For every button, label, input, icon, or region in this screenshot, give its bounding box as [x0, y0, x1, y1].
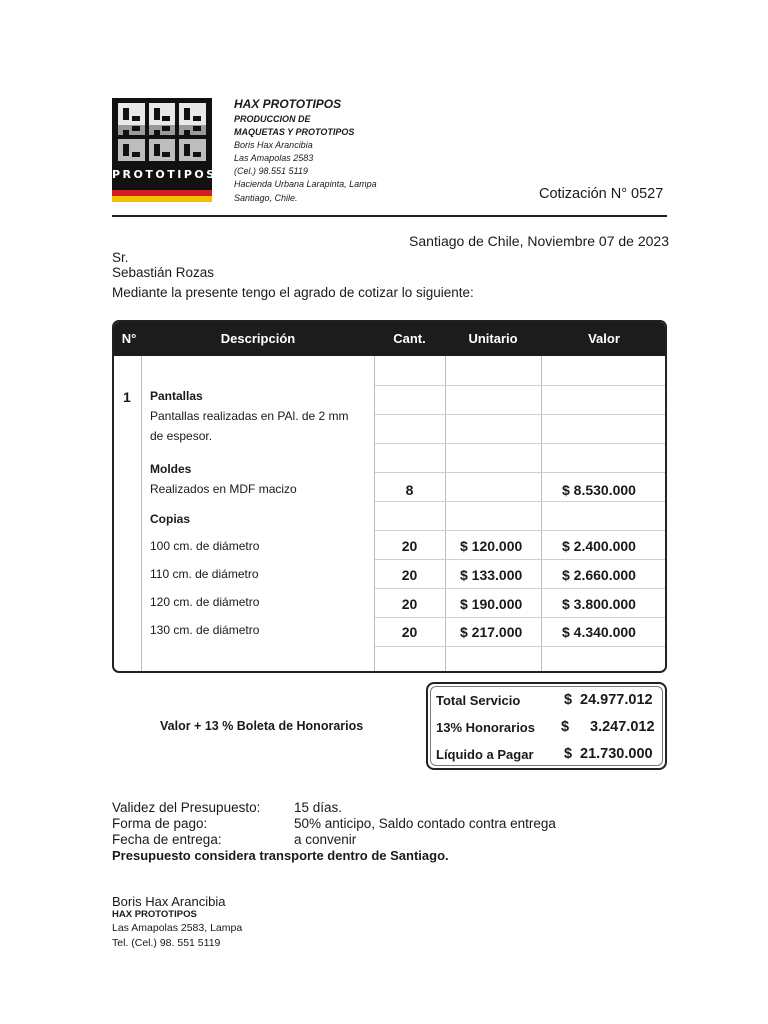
honorarios-label: 13% Honorarios	[436, 720, 535, 735]
copia-value: $ 4.340.000	[562, 624, 636, 640]
logo-letters-row	[118, 139, 206, 161]
column-divider	[541, 356, 542, 671]
intro-text: Mediante la presente tengo el agrado de cotizar lo siguiente:	[112, 285, 474, 300]
company-tagline-2: MAQUETAS Y PROTOTIPOS	[234, 127, 355, 137]
company-owner: Boris Hax Arancibia	[234, 140, 313, 150]
company-logo	[112, 98, 217, 202]
boleta-note: Valor + 13 % Boleta de Honorarios	[160, 719, 364, 733]
recipient-name: Sebastián Rozas	[112, 265, 215, 280]
pantallas-desc: de espesor.	[150, 429, 213, 443]
copia-desc: 110 cm. de diámetro	[150, 567, 259, 581]
header-quantity: Cant.	[393, 331, 426, 346]
company-location-1: Hacienda Urbana Larapinta, Lampa	[234, 179, 377, 189]
quotation-table	[112, 320, 667, 673]
copias-title: Copias	[150, 512, 191, 526]
logo-letters-row	[118, 125, 206, 135]
signature-address: Las Amapolas 2583, Lampa	[112, 922, 243, 934]
totals-box	[426, 682, 667, 770]
copia-quantity: 20	[401, 567, 418, 583]
copia-unit-price: $ 190.000	[460, 596, 523, 612]
header-description: Descripción	[220, 331, 296, 346]
row-divider	[375, 559, 665, 560]
copia-value: $ 2.400.000	[562, 538, 636, 554]
copia-desc: 100 cm. de diámetro	[150, 539, 260, 553]
copia-quantity: 20	[401, 596, 418, 612]
row-divider	[375, 443, 665, 444]
copia-quantity: 20	[401, 538, 418, 554]
header-unit-price: Unitario	[468, 331, 518, 346]
pantallas-title: Pantallas	[150, 389, 203, 403]
signature-phone: Tel. (Cel.) 98. 551 5119	[112, 937, 221, 949]
validez-label: Validez del Presupuesto:	[112, 800, 261, 815]
signature-company: HAX PROTOTIPOS	[112, 909, 197, 920]
entrega-label: Fecha de entrega:	[112, 832, 222, 847]
moldes-title: Moldes	[150, 462, 192, 476]
column-divider	[141, 356, 142, 671]
copia-unit-price: $ 120.000	[460, 538, 523, 554]
copia-value: $ 3.800.000	[562, 596, 636, 612]
total-servicio-value: 24.977.012	[580, 692, 653, 708]
honorarios-value: 3.247.012	[590, 719, 655, 735]
quote-number: Cotización N° 0527	[539, 186, 664, 202]
header-no: N°	[121, 331, 137, 346]
copia-quantity: 20	[401, 624, 418, 640]
validez-value: 15 días.	[294, 800, 343, 815]
pantallas-desc: Pantallas realizadas en PAl. de 2 mm	[150, 409, 349, 423]
header-value: Valor	[588, 331, 620, 346]
logo-word: PROTOTIPOS	[112, 168, 217, 181]
pago-value: 50% anticipo, Saldo contado contra entrega	[294, 816, 556, 831]
company-name: HAX PROTOTIPOS	[234, 97, 342, 111]
moldes-desc: Realizados en MDF macizo	[150, 482, 297, 496]
row-divider	[375, 472, 665, 473]
company-phone: (Cel.) 98.551 5119	[234, 166, 308, 176]
entrega-value: a convenir	[294, 832, 357, 847]
row-divider	[375, 501, 665, 502]
header-divider	[112, 215, 667, 217]
copia-unit-price: $ 133.000	[460, 567, 523, 583]
liquido-label: Líquido a Pagar	[436, 747, 534, 762]
recipient-salutation: Sr.	[112, 250, 129, 265]
liquido-value: 21.730.000	[580, 746, 653, 762]
row-divider	[375, 385, 665, 386]
column-divider	[445, 356, 446, 671]
logo-yellow-stripe	[112, 196, 212, 202]
total-servicio-currency: $	[564, 692, 573, 708]
copia-desc: 120 cm. de diámetro	[150, 595, 260, 609]
transport-note: Presupuesto considera transporte dentro de Santiago.	[112, 848, 449, 863]
honorarios-currency: $	[561, 719, 570, 735]
table-header	[114, 322, 665, 356]
company-address: Las Amapolas 2583	[234, 153, 314, 163]
logo-letters-row	[118, 103, 206, 125]
item-number: 1	[123, 389, 131, 405]
moldes-value: $ 8.530.000	[562, 482, 636, 498]
row-divider	[375, 588, 665, 589]
copia-desc: 130 cm. de diámetro	[150, 623, 260, 637]
copia-unit-price: $ 217.000	[460, 624, 523, 640]
row-divider	[375, 530, 665, 531]
pago-label: Forma de pago:	[112, 816, 208, 831]
company-tagline-1: PRODUCCION DE	[234, 114, 311, 124]
total-servicio-label: Total Servicio	[436, 693, 521, 708]
moldes-quantity: 8	[405, 482, 414, 498]
copia-value: $ 2.660.000	[562, 567, 636, 583]
row-divider	[375, 617, 665, 618]
signature-name: Boris Hax Arancibia	[112, 894, 226, 909]
company-location-2: Santiago, Chile.	[234, 193, 298, 203]
date-line: Santiago de Chile, Noviembre 07 de 2023	[409, 233, 669, 249]
row-divider	[375, 414, 665, 415]
row-divider	[375, 646, 665, 647]
liquido-currency: $	[564, 746, 573, 762]
